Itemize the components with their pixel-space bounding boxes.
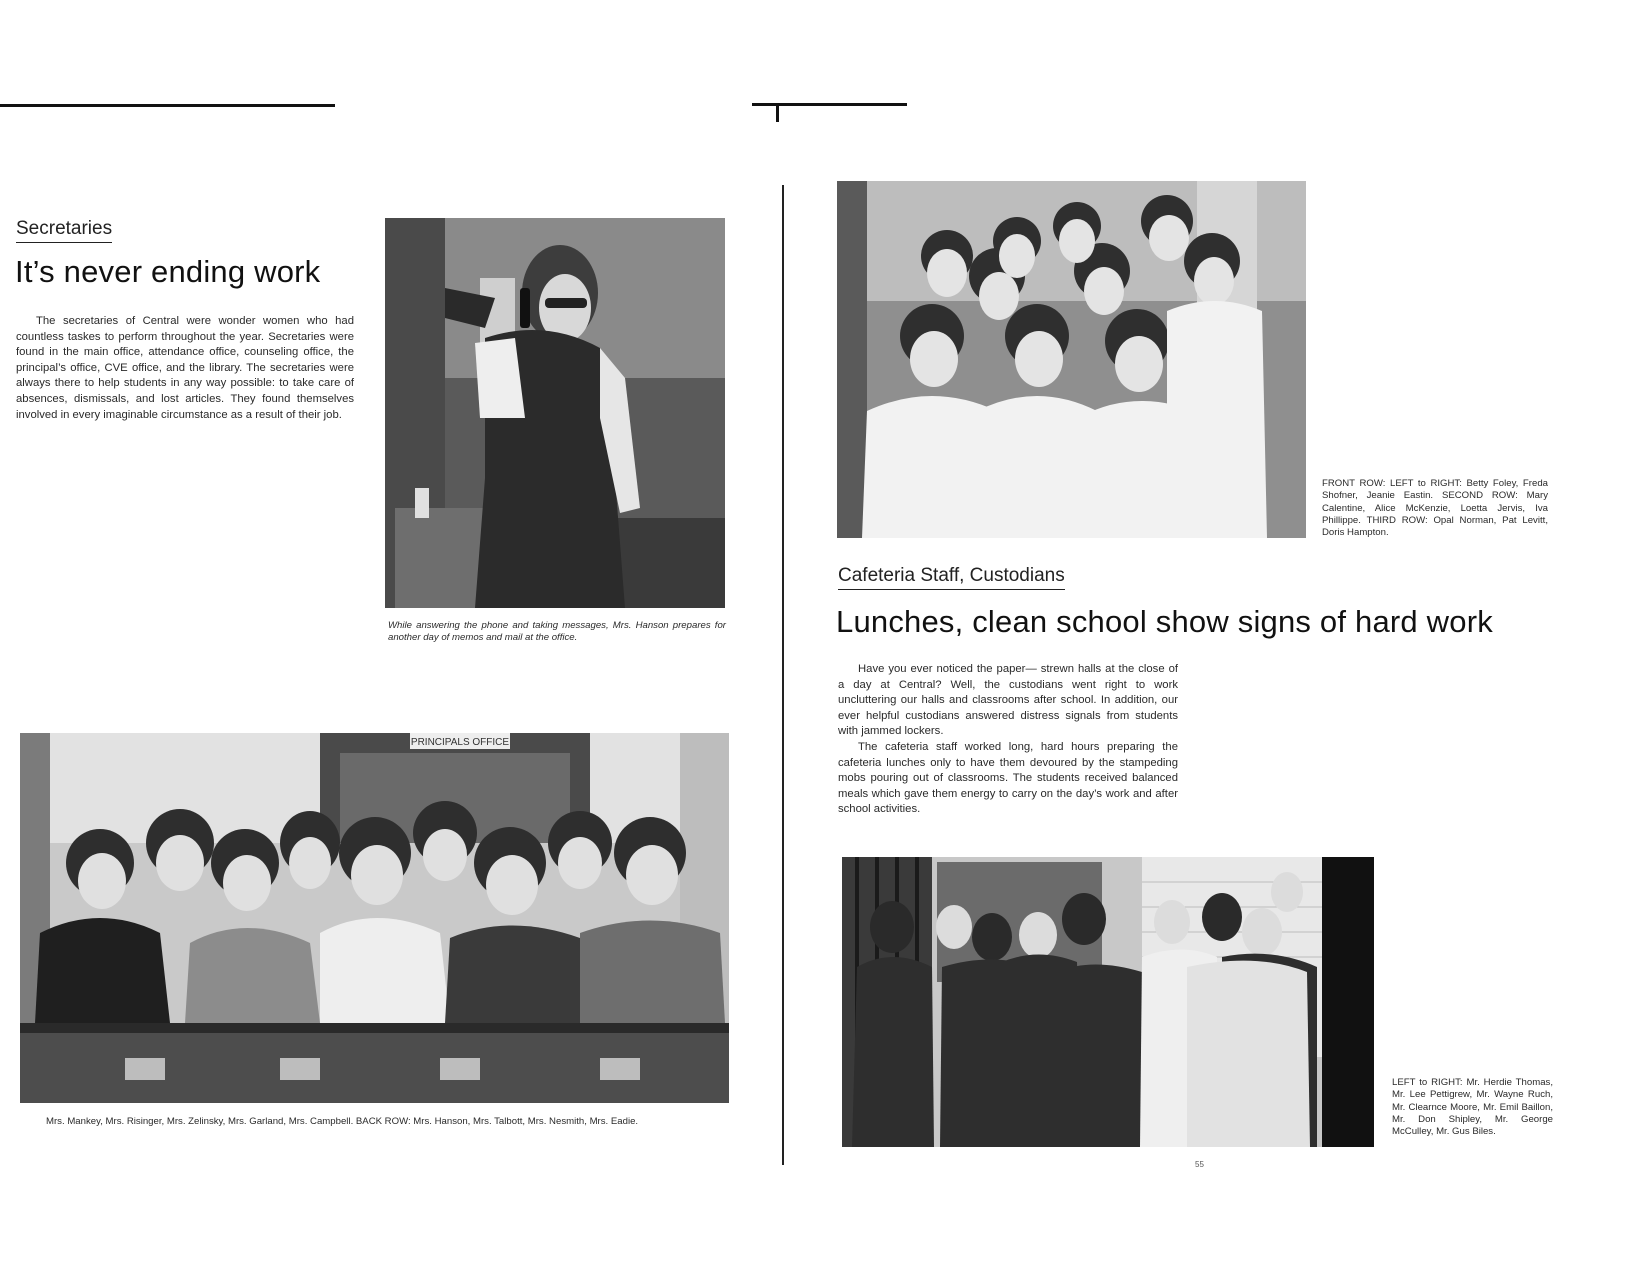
cafeteria-staff-photo: [837, 181, 1306, 538]
secretaries-body-paragraph: The secretaries of Central were wonder women who had countless taskes to perform throughout the year. Secretaries were found in the main office, attendance office, counseling office, the principal’s office, CVE office, and the library. The secretaries were always there to help students in any way possible: to take care of absences, dismissals, and lost articles. They found themselves involved in every imaginable circumstance as a result of their job.: [16, 315, 354, 421]
cafeteria-body-paragraph-1: Have you ever noticed the paper— strewn halls at the close of a day at Central? Well, the custodians went right to work uncluttering our halls and classrooms after school. In addition, our ever helpful custodians answered distress signals from students with jammed lockers.: [838, 663, 1178, 738]
secretaries-headline: It’s never ending work: [15, 254, 321, 289]
top-rule-left: [0, 104, 335, 107]
cafeteria-photo-caption: FRONT ROW: LEFT to RIGHT: Betty Foley, Freda Shofner, Jeanie Eastin. SECOND ROW: Mary Calentine, Alice McKenzie, Loetta Jervis, Iva Phillippe. THIRD ROW: Opal Norman, Pat Levitt, Doris Hampton.: [1322, 478, 1548, 539]
page-spine: [782, 185, 784, 1165]
secretaries-body: [16, 314, 354, 423]
cafeteria-body-paragraph-2: The cafeteria staff worked long, hard hours preparing the cafeteria lunches only to have them devoured by the stampeding mobs pouring out of classrooms. The students received balanced meals which gave them energy to carry on the day’s work and after school activities.: [838, 740, 1178, 816]
top-tick-mark: [776, 104, 779, 122]
secretaries-section-label: Secretaries: [16, 218, 112, 243]
custodians-photo: [842, 857, 1374, 1147]
cafeteria-headline: Lunches, clean school show signs of hard work: [836, 604, 1493, 639]
page-number: 55: [1195, 1160, 1204, 1169]
secretary-phone-photo: [385, 218, 725, 608]
secretaries-group-photo: [20, 733, 729, 1103]
phone-photo-caption: While answering the phone and taking messages, Mrs. Hanson prepares for another day of memos and mail at the office.: [388, 620, 726, 643]
principals-office-sign: PRINCIPALS OFFICE: [410, 737, 510, 748]
group-photo-caption: Mrs. Mankey, Mrs. Risinger, Mrs. Zelinsky, Mrs. Garland, Mrs. Campbell. BACK ROW: Mrs. Hanson, Mrs. Talbott, Mrs. Nesmith, Mrs. Eadie.: [46, 1116, 639, 1127]
cafeteria-section-label: Cafeteria Staff, Custodians: [838, 565, 1065, 590]
custodians-photo-caption: LEFT to RIGHT: Mr. Herdie Thomas, Mr. Lee Pettigrew, Mr. Wayne Ruch, Mr. Clearnce Moore, Mr. Emil Baillon, Mr. Don Shipley, Mr. George McCulley, Mr. Gus Biles.: [1392, 1077, 1553, 1138]
cafeteria-body: [838, 662, 1178, 818]
